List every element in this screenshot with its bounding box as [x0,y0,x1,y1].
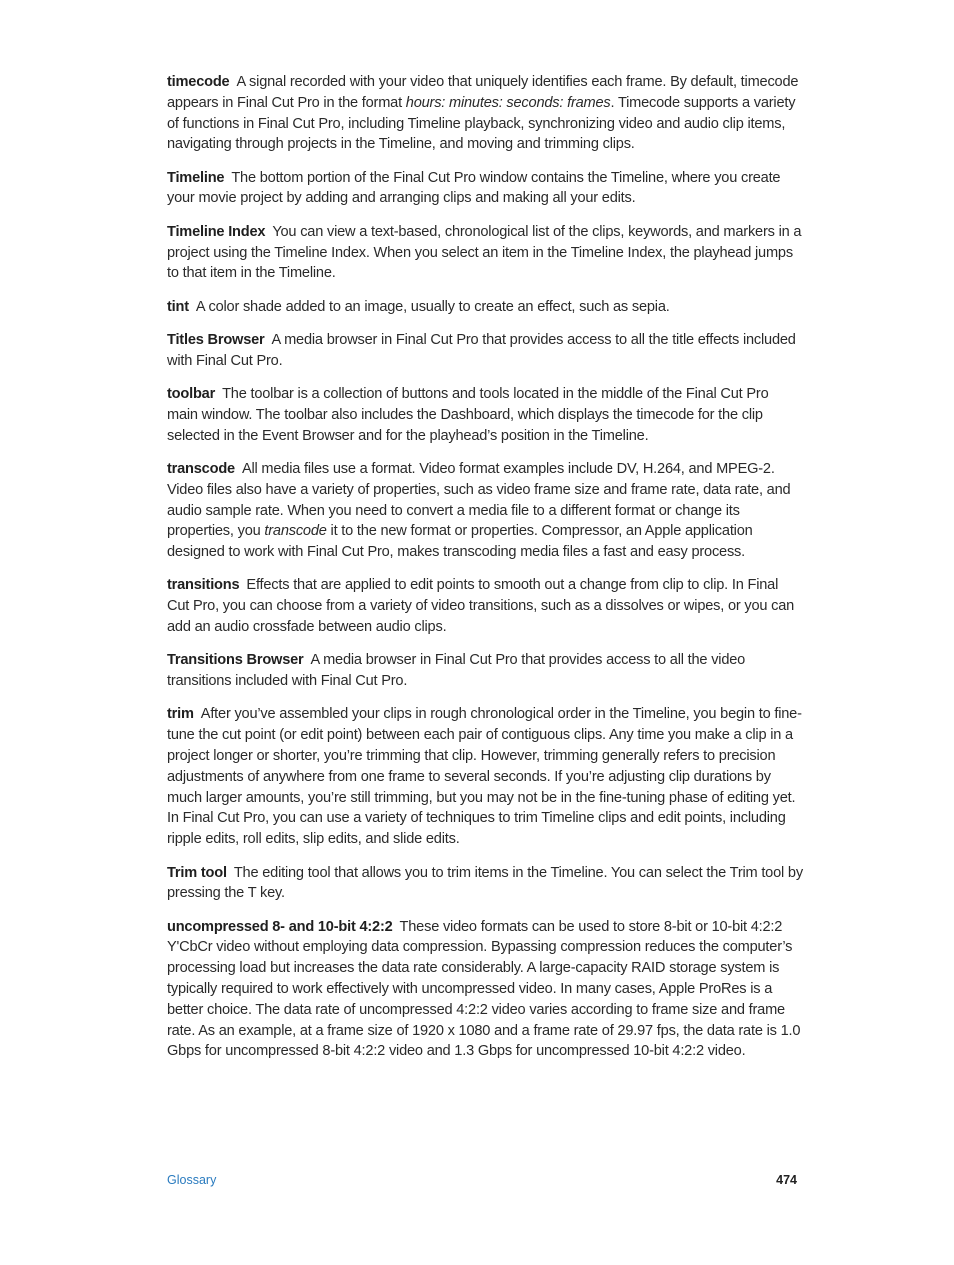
definition-italic: transcode [264,523,327,540]
definition: These video formats can be used to store 8-bit or 10-bit 4:2:2 Y'CbCr video without employing data compression. Bypassing compression reduces the computer’s processing load but increases the data rate considerably. A large-capacity RAID storage system is typically required to work effectively with uncompressed video. In many cases, Apple ProRes is a better choice. The data rate of uncompressed 4:2:2 video varies according to frame size and frame rate. As an example, at a frame size of 1920 x 1080 and a frame rate of 29.97 fps, the data rate is 1.0 Gbps for uncompressed 8-bit 4:2:2 video and 1.3 Gbps for uncompressed 10-bit 4:2:2 video. [167,918,801,1060]
glossary-entry-transcode [167,459,803,563]
definition: A color shade added to an image, usually to create an effect, such as sepia. [195,298,670,315]
definition: A media browser in Final Cut Pro that provides access to all the video transitions included with Final Cut Pro. [167,652,746,690]
definition: A signal recorded with your video that uniquely identifies each frame. By default, timecode appears in Final Cut Pro in the format [167,74,799,111]
term: timecode [167,74,230,90]
term: trim [167,706,194,723]
glossary-entry-transitions [167,575,803,637]
definition: After you’ve assembled your clips in rough chronological order in the Timeline, you begin to fine-tune the cut point (or edit point) between each pair of contiguous clips. Any time you make a clip in a project longer or shorter, you’re trimming that clip. However, trimming generally refers to precision adjustments of anywhere from one frame to several seconds. If you’re adjusting clip durations by much larger amounts, you’re still trimming, but you may not be in the fine-tuning phase of editing yet. In Final Cut Pro, you can use a variety of techniques to trim Timeline clips and edit points, including ripple edits, roll edits, slip edits, and slide edits. [167,706,802,848]
glossary-entry-tint [167,297,803,318]
term: Timeline Index [167,223,266,240]
definition: The bottom portion of the Final Cut Pro window contains the Timeline, where you create your movie project by adding and arranging clips and making all your edits. [167,169,781,207]
glossary-entry-trim-tool [167,863,803,905]
definition: Effects that are applied to edit points to smooth out a change from clip to clip. In Final Cut Pro, you can choose from a variety of video transitions, such as a dissolves or wipes, or you can add an audio crossfade between audio clips. [167,577,795,636]
definition: A media browser in Final Cut Pro that provides access to all the title effects included with Final Cut Pro. [167,331,796,369]
definition: The editing tool that allows you to trim items in the Timeline. You can select the Trim tool by pressing the T key. [167,864,803,902]
term: tint [167,298,189,315]
definition: . Timecode supports a variety of functions in Final Cut Pro, including Timeline playback, synchronizing video and audio clip items, navigating through projects in the Timeline, and moving and trimming clips. [167,94,796,153]
term: Trim tool [167,864,227,881]
glossary-entry-titles-browser [167,330,803,372]
glossary-entry-uncompressed [167,917,803,1063]
glossary-entry-timecode [167,72,803,155]
definition: it to the new format or properties. Compressor, an Apple application designed to work with Final Cut Pro, makes transcoding media files a fast and easy process. [167,523,753,561]
term: transitions [167,577,240,594]
term: uncompressed 8- and 10-bit 4:2:2 [167,918,393,935]
term: Transitions Browser [167,652,304,669]
glossary-entry-toolbar [167,384,803,446]
glossary-entry-timeline [167,168,803,210]
glossary-content [167,72,803,1075]
glossary-entry-timeline-index [167,222,803,284]
page-number: 474 [776,1173,797,1187]
term: transcode [167,460,235,477]
glossary-entry-trim [167,704,803,850]
footer-section-link[interactable]: Glossary [167,1173,217,1187]
definition-italic: hours: minutes: seconds: frames [405,94,611,111]
term: Titles Browser [167,331,265,348]
term: toolbar [167,386,216,403]
glossary-entry-transitions-browser [167,650,803,692]
definition: The toolbar is a collection of buttons and tools located in the middle of the Final Cut Pro main window. The toolbar also includes the Dashboard, which displays the timecode for the clip selected in the Event Browser and for the playhead’s position in the Timeline. [167,386,769,444]
term: Timeline [167,169,225,186]
definition: You can view a text-based, chronological list of the clips, keywords, and markers in a project using the Timeline Index. When you select an item in the Timeline Index, the playhead jumps to that item in the Timeline. [167,223,802,282]
definition: All media files use a format. Video format examples include DV, H.264, and MPEG-2. Video files also have a variety of properties, such as video frame size and frame rate, data rate, and audio sample rate. When you need to convert a media file to a different format or change its properties, you [167,460,791,540]
